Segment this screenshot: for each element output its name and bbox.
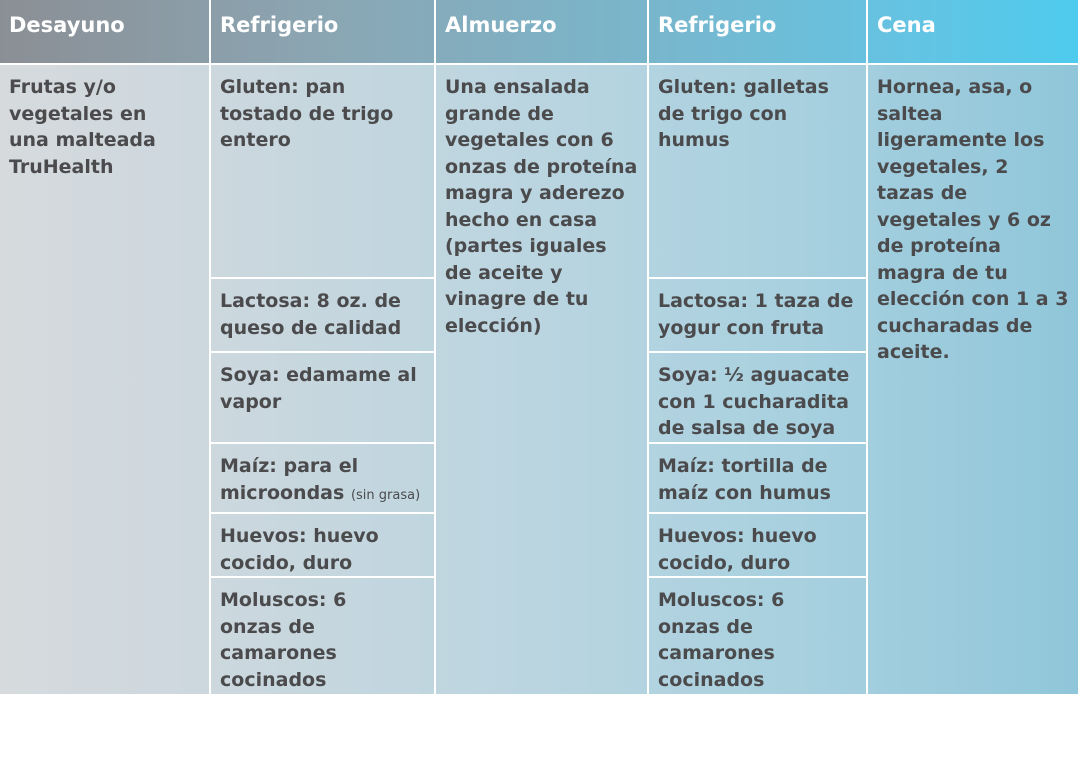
header-cena: Cena — [877, 13, 936, 37]
refrigerio-2-soya: Soya: ½ aguacate con 1 cucharadita de salsa de soya — [658, 364, 850, 439]
refrigerio-2-maiz: Maíz: tortilla de maíz con humus — [658, 455, 831, 504]
header-almuerzo: Almuerzo — [445, 13, 557, 37]
header-desayuno: Desayuno — [9, 13, 125, 37]
refrigerio-1-moluscos: Moluscos: 6 onzas de camarones cocinados — [220, 589, 347, 691]
refrigerio-2-moluscos: Moluscos: 6 onzas de camarones cocinados — [658, 589, 785, 691]
refrigerio-1-soya: Soya: edamame al vapor — [220, 364, 417, 413]
refrigerio-1-lactosa: Lactosa: 8 oz. de queso de calidad — [220, 290, 402, 339]
maiz-text: Maíz: para el microondas — [220, 455, 359, 504]
cena-cell: Hornea, asa, o saltea ligeramente los vegetales, 2 tazas de vegetales y 6 oz de proteína magra de tu elección con 1 a 3 cucharadas de aceite. — [877, 76, 1069, 363]
refrigerio-1-huevos: Huevos: huevo cocido, duro — [220, 525, 379, 574]
header-refrigerio-1: Refrigerio — [220, 13, 339, 37]
header-refrigerio-2: Refrigerio — [658, 13, 777, 37]
refrigerio-1-maiz — [211, 444, 434, 509]
almuerzo-cell: Una ensalada grande de vegetales con 6 onzas de proteína magra y aderezo hecho en casa (partes iguales de aceite y vinagre de tu elección) — [445, 76, 638, 337]
refrigerio-2-gluten: Gluten: galletas de trigo con humus — [658, 76, 829, 151]
refrigerio-2-lactosa: Lactosa: 1 taza de yogur con fruta — [658, 290, 854, 339]
refrigerio-1-gluten: Gluten: pan tostado de trigo entero — [220, 76, 394, 151]
maiz-note: (sin grasa) — [350, 487, 421, 503]
refrigerio-2-huevos: Huevos: huevo cocido, duro — [658, 525, 817, 574]
desayuno-cell: Frutas y/o vegetales en una malteada TruHealth — [9, 76, 156, 178]
